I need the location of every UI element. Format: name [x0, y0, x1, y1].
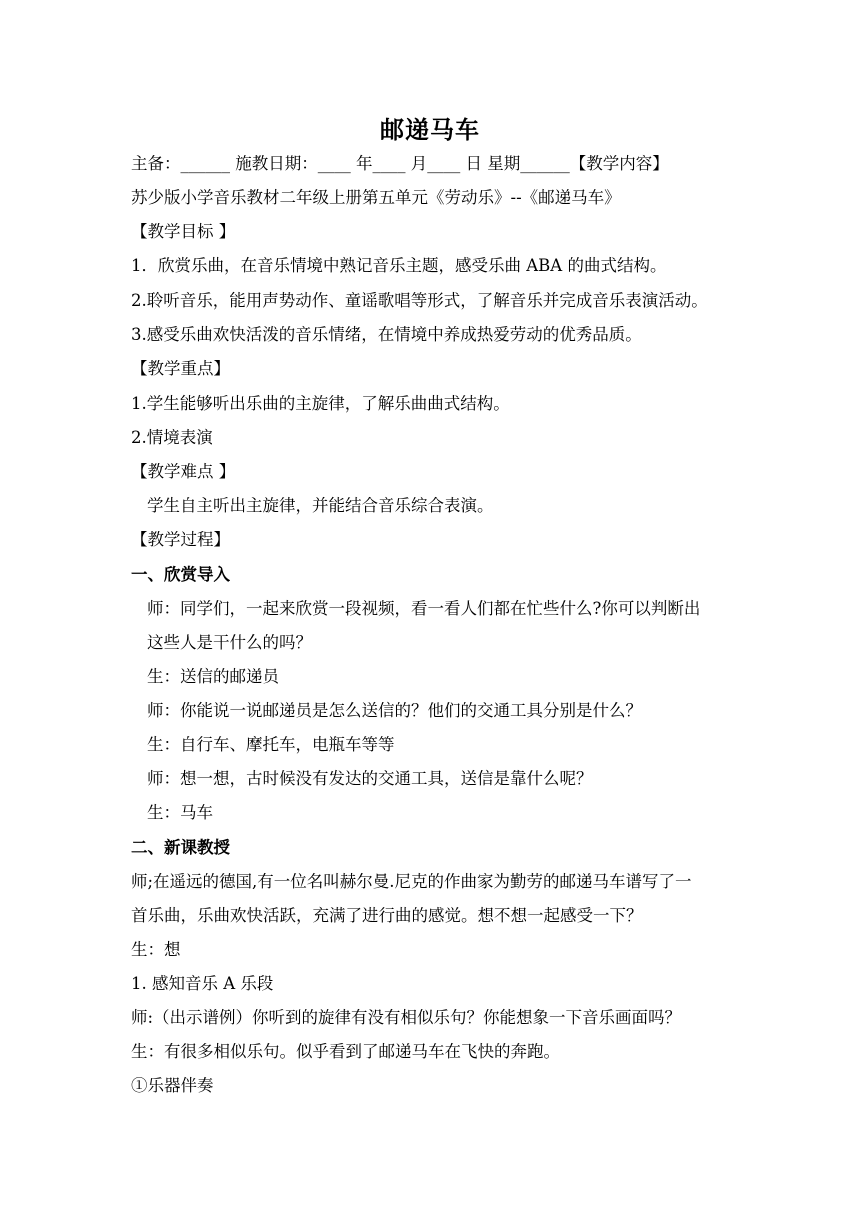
dialogue-line: 生：自行车、摩托车，电瓶车等等: [147, 735, 395, 754]
goal-item: 1．欣赏乐曲，在音乐情境中熟记音乐主题，感受乐曲 ABA 的曲式结构。: [131, 256, 667, 275]
paragraph-line: 1. 感知音乐 A 乐段: [131, 974, 274, 993]
dialogue-line: 师：想一想，古时候没有发达的交通工具，送信是靠什么呢？: [147, 769, 593, 788]
section-heading: 二、新课教授: [131, 838, 230, 857]
difficulty-text: 学生自主听出主旋律，并能结合音乐综合表演。: [147, 496, 494, 515]
difficulty-heading: 【教学难点 】: [131, 462, 236, 481]
dialogue-line: 生：马车: [147, 803, 213, 822]
header-info-line: 主备：______ 施教日期：____ 年____ 月____ 日 星期______【教学内容】: [131, 154, 669, 173]
dialogue-line: 这些人是干什么的吗？: [147, 633, 312, 652]
key-point-item: 2.情境表演: [131, 428, 213, 447]
document-title: 邮递马车: [380, 115, 480, 144]
dialogue-line: 生：送信的邮递员: [147, 667, 279, 686]
teaching-content-line: 苏少版小学音乐教材二年级上册第五单元《劳动乐》--《邮递马车》: [131, 188, 621, 207]
paragraph-line: 生：有很多相似乐句。似乎看到了邮递马车在飞快的奔跑。: [131, 1042, 560, 1061]
process-heading: 【教学过程】: [131, 530, 230, 549]
goal-item: 3.感受乐曲欢快活泼的音乐情绪，在情境中养成热爱劳动的优秀品质。: [131, 325, 642, 344]
goal-item: 2.聆听音乐，能用声势动作、童谣歌唱等形式，了解音乐并完成音乐表演活动。: [131, 291, 708, 310]
paragraph-line: 生：想: [131, 940, 181, 959]
section-heading: 一、欣赏导入: [131, 565, 230, 584]
dialogue-line: 师：同学们，一起来欣赏一段视频，看一看人们都在忙些什么?你可以判断出: [147, 599, 701, 618]
key-point-item: 1.学生能够听出乐曲的主旋律，了解乐曲曲式结构。: [131, 394, 510, 413]
key-points-heading: 【教学重点】: [131, 359, 230, 378]
paragraph-line: 师;在遥远的德国,有一位名叫赫尔曼.尼克的作曲家为勤劳的邮递马车谱写了一: [131, 872, 692, 891]
dialogue-line: 师：你能说一说邮递员是怎么送信的？他们的交通工具分别是什么？: [147, 701, 642, 720]
paragraph-line: 师:（出示谱例）你听到的旋律有没有相似乐句？你能想象一下音乐画面吗？: [131, 1008, 682, 1027]
goals-heading: 【教学目标 】: [131, 222, 236, 241]
paragraph-line: 首乐曲，乐曲欢快活跃，充满了进行曲的感觉。想不想一起感受一下？: [131, 906, 643, 925]
paragraph-line: ①乐器伴奏: [131, 1076, 214, 1095]
